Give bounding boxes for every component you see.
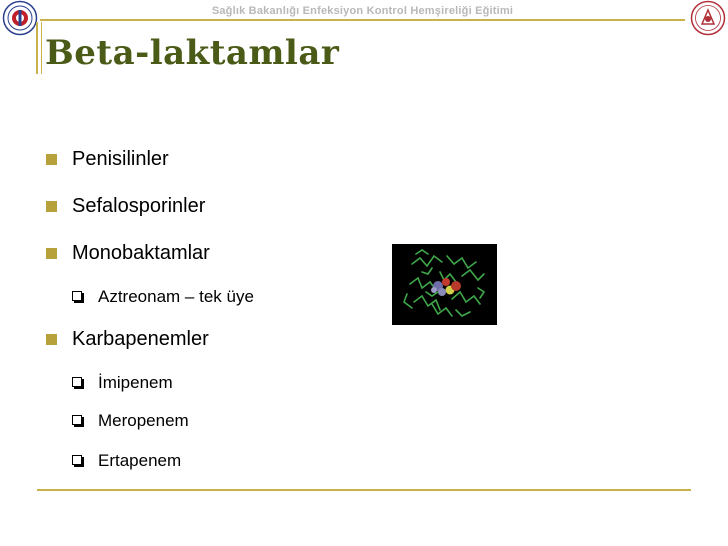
header-bar <box>40 4 685 21</box>
box-bullet-icon <box>72 415 82 425</box>
bullet-label: Karbapenemler <box>72 328 209 350</box>
box-bullet-icon <box>72 291 82 301</box>
divider-bottom <box>37 489 691 491</box>
slide-title: Beta-laktamlar <box>45 33 340 73</box>
box-bullet-icon <box>72 455 82 465</box>
sub-bullet-label: Ertapenem <box>98 451 182 470</box>
square-bullet-icon <box>46 154 57 165</box>
square-bullet-icon <box>46 334 57 345</box>
square-bullet-icon <box>46 248 57 259</box>
molecule-image <box>392 244 497 325</box>
bullet-label: Sefalosporinler <box>72 195 206 217</box>
sub-bullet-label: Aztreonam – tek üye <box>98 287 254 306</box>
bullet-label: Monobaktamlar <box>72 242 210 264</box>
divider-vertical <box>36 22 38 74</box>
box-bullet-icon <box>72 377 82 387</box>
bullet-label: Penisilinler <box>72 148 169 170</box>
ministry-logo-left-icon <box>2 0 38 36</box>
divider-vertical-thin <box>41 22 42 74</box>
ministry-logo-right-icon <box>690 0 726 36</box>
header-text: Sağlık Bakanlığı Enfeksiyon Kontrol Hemşireliği Eğitimi <box>211 5 514 17</box>
sub-bullet-label: Meropenem <box>98 411 189 430</box>
square-bullet-icon <box>46 201 57 212</box>
sub-bullet-label: İmipenem <box>98 373 173 392</box>
